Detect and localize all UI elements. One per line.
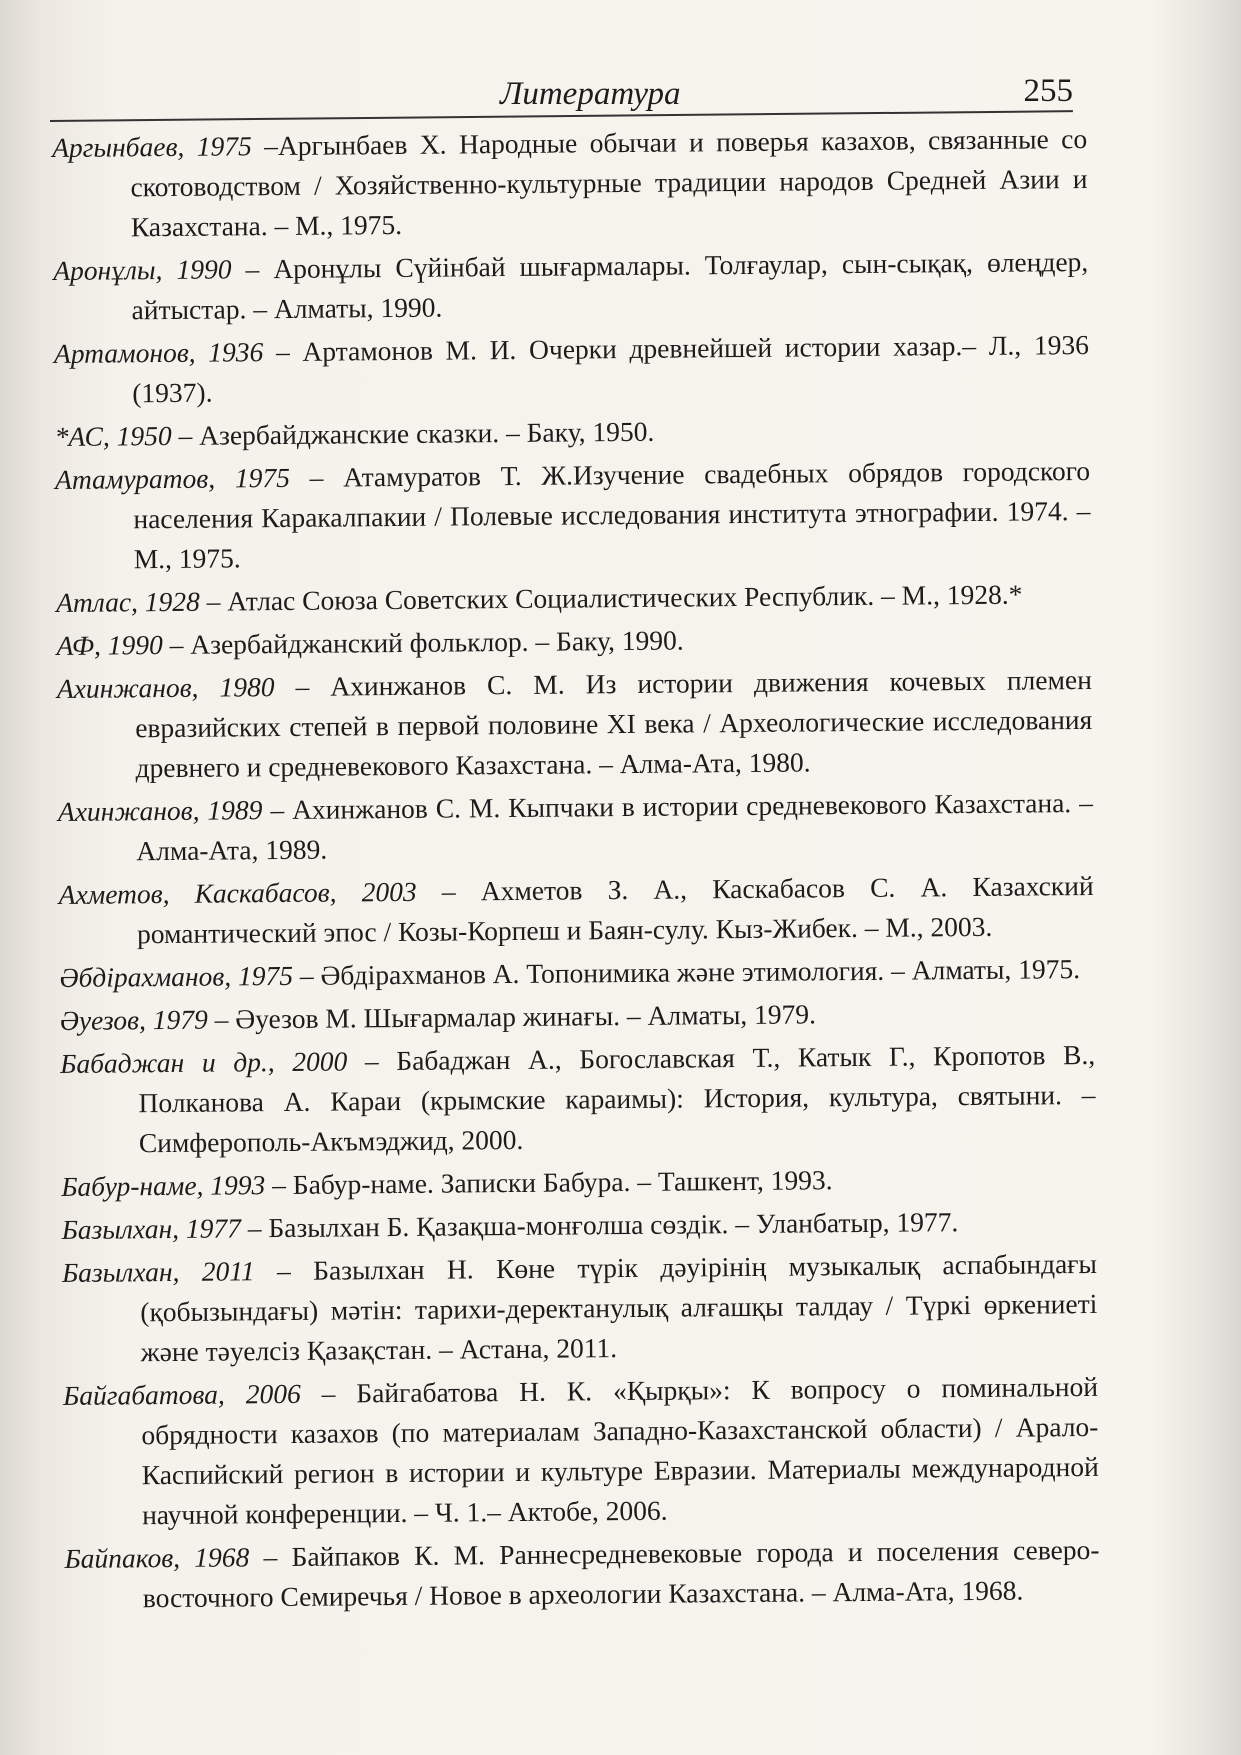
entry-text: – Азербайджанские сказки. – Баку, 1950.: [171, 415, 655, 451]
bibliography-entry: [58, 783, 1094, 872]
entry-text: – Әбдірахманов А. Топонимика және этимология. – Алматы, 1975.: [292, 953, 1081, 991]
page-number: 255: [1023, 73, 1073, 109]
bibliography-entry: [62, 1244, 1098, 1373]
entry-text: – Бабур-наме. Записки Бабура. – Ташкент, 1993.: [265, 1164, 833, 1201]
bibliography-entry: [59, 866, 1095, 955]
entry-text: – Бабаджан А., Богославская Т., Катык Г., Кропотов В., Полканова А. Караи (крымские караимы): История, культура, святыни. – Симферополь-Акъмэджид, 2000.: [138, 1038, 1096, 1159]
entry-text: – Азербайджанский фольклор. – Баку, 1990.: [162, 624, 684, 661]
entry-key: Атлас, 1928: [56, 585, 200, 618]
entry-key: АФ, 1990: [56, 629, 163, 661]
bibliography-entry: [64, 1530, 1100, 1619]
entry-key: Бабаджан и др., 2000: [60, 1045, 348, 1079]
bibliography-entry: [56, 574, 1091, 623]
entry-text: – Байпаков К. М. Раннесредневековые города и поселения северо-восточного Семиречья / Новое в археологии Казахстана. – Алма-Ата, 1968.: [142, 1533, 1100, 1614]
bibliography-entry: [63, 1367, 1099, 1536]
entry-text: – Ахинжанов С. М. Из истории движения кочевых племен евразийских степей в первой половине XI века / Археологические исследования древнего и средневекового Казахстана. – Алма-Ата, 1980.: [135, 663, 1093, 784]
bibliography-entry: [52, 119, 1088, 248]
entry-text: – Атамуратов Т. Ж.Изучение свадебных обрядов городского населения Каракалпакии / Полевые исследования института этнографии. 1974. – М., 1975.: [133, 454, 1091, 575]
page-header: [50, 68, 1073, 116]
entry-text: – Артамонов М. И. Очерки древнейшей истории хазар.– Л., 1936 (1937).: [132, 328, 1090, 409]
entry-text: – Аронұлы Сүйінбай шығармалары. Толғаулар, сын-сықақ, өлеңдер, айтыстар. – Алматы, 1990.: [131, 245, 1089, 326]
bibliography-entry: [53, 242, 1089, 331]
entry-text: – Байгабатова Н. К. «Қырқы»: К вопросу о поминальной обрядности казахов (по материалам Западно-Казахстанской области) / Арало-Каспийский регион в истории и культуре Евразии. Материалы международной научной конференции. – Ч. 1.– Актобе, 2006.: [141, 1370, 1099, 1531]
bibliography-entry: [59, 949, 1094, 998]
entry-key: Базылхан, 2011: [61, 1255, 255, 1288]
bibliography-entry: [57, 660, 1093, 789]
bibliography-entry: [54, 325, 1090, 414]
entry-text: –Аргынбаев Х. Народные обычаи и поверья казахов, связанные со скотоводством / Хозяйственно-культурные традиции народов Средней Азии и Казахстана. – М., 1975.: [130, 122, 1088, 243]
bibliography-entry: [60, 992, 1095, 1041]
entry-key: *АС, 1950: [54, 419, 172, 452]
entry-key: Аргынбаев, 1975: [52, 130, 252, 163]
entry-key: Ахинжанов, 1980: [56, 671, 275, 704]
entry-key: Ахинжанов, 1989: [57, 794, 263, 827]
entry-key: Әбдірахманов, 1975: [59, 959, 294, 993]
entry-key: Байпаков, 1968: [64, 1541, 250, 1574]
entry-text: – Әуезов М. Шығармалар жинағы. – Алматы, 1979.: [207, 998, 817, 1035]
entry-text: – Атлас Союза Советских Социалистических Республик. – М., 1928.*: [199, 578, 1023, 617]
entry-text: – Базылхан Н. Көне түрік дәуірінің музыкалық аспабындағы (қобызындағы) мәтін: тарихи-деректанулық алғашқы талдау / Түркі өркениеті және тәуелсіз Қазақстан. – Астана, 2011.: [140, 1247, 1098, 1368]
bibliography-entry: [55, 408, 1090, 457]
entry-text: – Базылхан Б. Қазақша-монғолша сөздік. – Уланбатыр, 1977.: [240, 1206, 959, 1244]
bibliography-entry: [60, 1035, 1096, 1164]
bibliography-list: [52, 119, 1100, 1622]
entry-key: Артамонов, 1936: [53, 336, 264, 369]
bibliography-entry: [61, 1201, 1096, 1250]
entry-key: Аронұлы, 1990: [53, 253, 232, 286]
bibliography-entry: [61, 1158, 1096, 1207]
entry-key: Әуезов, 1979: [59, 1003, 208, 1036]
entry-key: Ахметов, Каскабасов, 2003: [58, 875, 417, 910]
entry-key: Базылхан, 1977: [61, 1212, 242, 1245]
bibliography-entry: [56, 617, 1091, 666]
entry-key: Атамуратов, 1975: [54, 461, 291, 495]
entry-key: Бабур-наме, 1993: [61, 1169, 266, 1202]
bibliography-entry: [55, 451, 1091, 580]
entry-key: Байгабатова, 2006: [62, 1377, 301, 1411]
entry-text: – Ахметов З. А., Каскабасов С. А. Казахский романтический эпос / Козы-Корпеш и Баян-сулу. Кыз-Жибек. – М., 2003.: [136, 869, 1094, 950]
entry-text: – Ахинжанов С. М. Кыпчаки в истории средневекового Казахстана. – Алма-Ата, 1989.: [136, 786, 1094, 867]
running-title: Литература: [500, 76, 681, 112]
